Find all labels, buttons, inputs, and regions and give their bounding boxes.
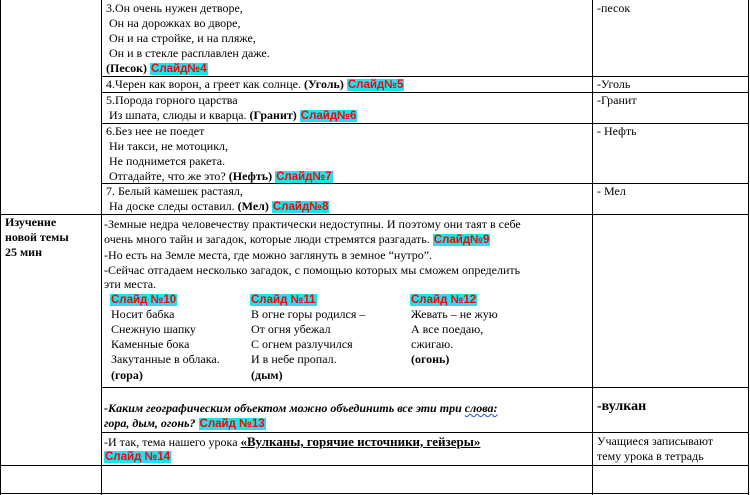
- topic-slide: [104, 449, 171, 465]
- slide-label: Слайд№9: [433, 234, 490, 246]
- slide-label: Слайд №11: [251, 294, 316, 306]
- question-text: -Каким географическим объектом можно объединить все эти три: [104, 401, 465, 415]
- mini-riddle-answer: (дым): [251, 368, 283, 382]
- mini-riddle-line: Каменные бока: [111, 337, 190, 351]
- column-divider-1: [101, 0, 102, 495]
- riddle-line: Он и на стройке, и на пляже,: [109, 31, 256, 45]
- riddle-line: 4.Черен как ворон, а греет как солнце.: [106, 77, 301, 91]
- riddle-answer-label: (Гранит): [249, 108, 297, 122]
- riddle-line: Отгадайте, что же это?: [109, 169, 226, 183]
- riddle-answer-line: [106, 77, 404, 93]
- topic-intro: -И так, тема нашего урока: [104, 435, 241, 449]
- answer-cell: -вулкан: [597, 399, 647, 414]
- riddle-answer-line: [106, 61, 208, 77]
- slide-label: Слайд №10: [111, 294, 177, 306]
- mini-riddle-line: В огне горы родился –: [251, 307, 366, 321]
- mini-riddle-line: Носит бабка: [111, 307, 175, 321]
- lesson-topic: «Вулканы, горячие источники, гейзеры»: [240, 434, 481, 449]
- row-divider: [0, 465, 749, 466]
- riddle-line: Не поднимется ракета.: [109, 154, 226, 168]
- mini-riddle-line: Закутанные в облака.: [111, 352, 220, 366]
- column-divider-2: [592, 0, 593, 495]
- intro-text: -Но есть на Земле места, где можно заглянуть в земное “нутро”.: [104, 248, 433, 262]
- riddle-answer-label: (Песок): [106, 61, 148, 75]
- mini-riddle-line: С огнем разлучился: [251, 337, 353, 351]
- slide-label: Слайд№7: [276, 171, 332, 183]
- riddle-answer-line: [109, 169, 333, 185]
- riddle-answer-label: (Нефть): [228, 169, 273, 183]
- riddle-line: Из шпата, слюды и кварца.: [109, 108, 247, 122]
- riddle-answer-line: [109, 108, 357, 124]
- mini-riddle-slide: [410, 292, 477, 308]
- intro-text: очень много тайн и загадок, которые люди стремятся разгадать.: [104, 232, 430, 246]
- riddle-line: На доске следы оставил.: [109, 199, 235, 213]
- answer-cell: тему урока в тетрадь: [597, 449, 704, 463]
- mini-riddle-line: Снежную шапку: [111, 322, 196, 336]
- intro-text: эти места.: [104, 277, 157, 291]
- question-line: [104, 401, 498, 416]
- riddle-line: Он на дорожках во дворе,: [109, 16, 241, 30]
- answer-cell: Учащиеся записывают: [597, 434, 714, 448]
- slide-label: Слайд №14: [105, 451, 171, 463]
- question-line: [104, 416, 266, 432]
- riddle-answer-label: (Уголь): [303, 77, 344, 91]
- riddle-line: 7. Белый камешек растаял,: [106, 184, 243, 198]
- answer-cell: -Уголь: [597, 77, 631, 91]
- row-divider: [101, 387, 749, 388]
- mini-riddle-line: А все поедаю,: [411, 322, 484, 336]
- answer-cell: - Мел: [597, 184, 626, 198]
- stage-label: новой темы: [5, 230, 69, 244]
- mini-riddle-line: сжигаю.: [411, 337, 454, 351]
- slide-label: Слайд№6: [300, 110, 357, 122]
- answer-cell: -Гранит: [597, 93, 637, 107]
- slide-label: Слайд№5: [347, 79, 404, 91]
- intro-text-line: [104, 232, 490, 248]
- table-border-left: [0, 0, 1, 495]
- riddle-line: Он и в стекле расплавлен даже.: [109, 46, 270, 60]
- table-border-right: [748, 0, 749, 495]
- mini-riddle-line: От огня убежал: [251, 322, 331, 336]
- mini-riddle-slide: [110, 292, 177, 308]
- mini-riddle-answer: (гора): [111, 368, 143, 382]
- slide-label: Слайд№8: [272, 201, 329, 213]
- question-text: гора, дым, огонь?: [104, 416, 196, 430]
- mini-riddle-line: Жевать – не жую: [411, 307, 498, 321]
- riddle-answer-label: (Мел): [237, 199, 269, 213]
- intro-text: -Земные недра человечеству практически недоступны. И поэтому они таят в себе: [104, 217, 521, 231]
- riddle-answer-line: [109, 199, 329, 215]
- table-border-bottom: [0, 493, 749, 494]
- riddle-line: 6.Без нее не поедет: [106, 124, 205, 138]
- row-divider: [101, 432, 749, 433]
- slide-label: Слайд №12: [411, 294, 477, 306]
- slide-label: Слайд №13: [199, 418, 265, 430]
- riddle-line: 3.Он очень нужен детворе,: [106, 1, 243, 15]
- stage-duration: 25 мин: [5, 245, 43, 259]
- question-text-spellcheck: слова:: [464, 401, 498, 415]
- answer-cell: - Нефть: [597, 124, 637, 138]
- stage-label: Изучение: [5, 215, 57, 229]
- topic-line: [104, 434, 480, 450]
- slide-label: Слайд№4: [151, 63, 207, 75]
- mini-riddle-answer: (огонь): [411, 352, 450, 366]
- riddle-line: Ни такси, не мотоцикл,: [109, 139, 229, 153]
- answer-cell: -песок: [597, 1, 631, 15]
- riddle-line: 5.Порода горного царства: [106, 93, 238, 107]
- mini-riddle-line: И в небе пропал.: [251, 352, 337, 366]
- mini-riddle-slide: [250, 292, 317, 308]
- intro-text: -Сейчас отгадаем несколько загадок, с помощью которых мы сможем определить: [104, 263, 521, 277]
